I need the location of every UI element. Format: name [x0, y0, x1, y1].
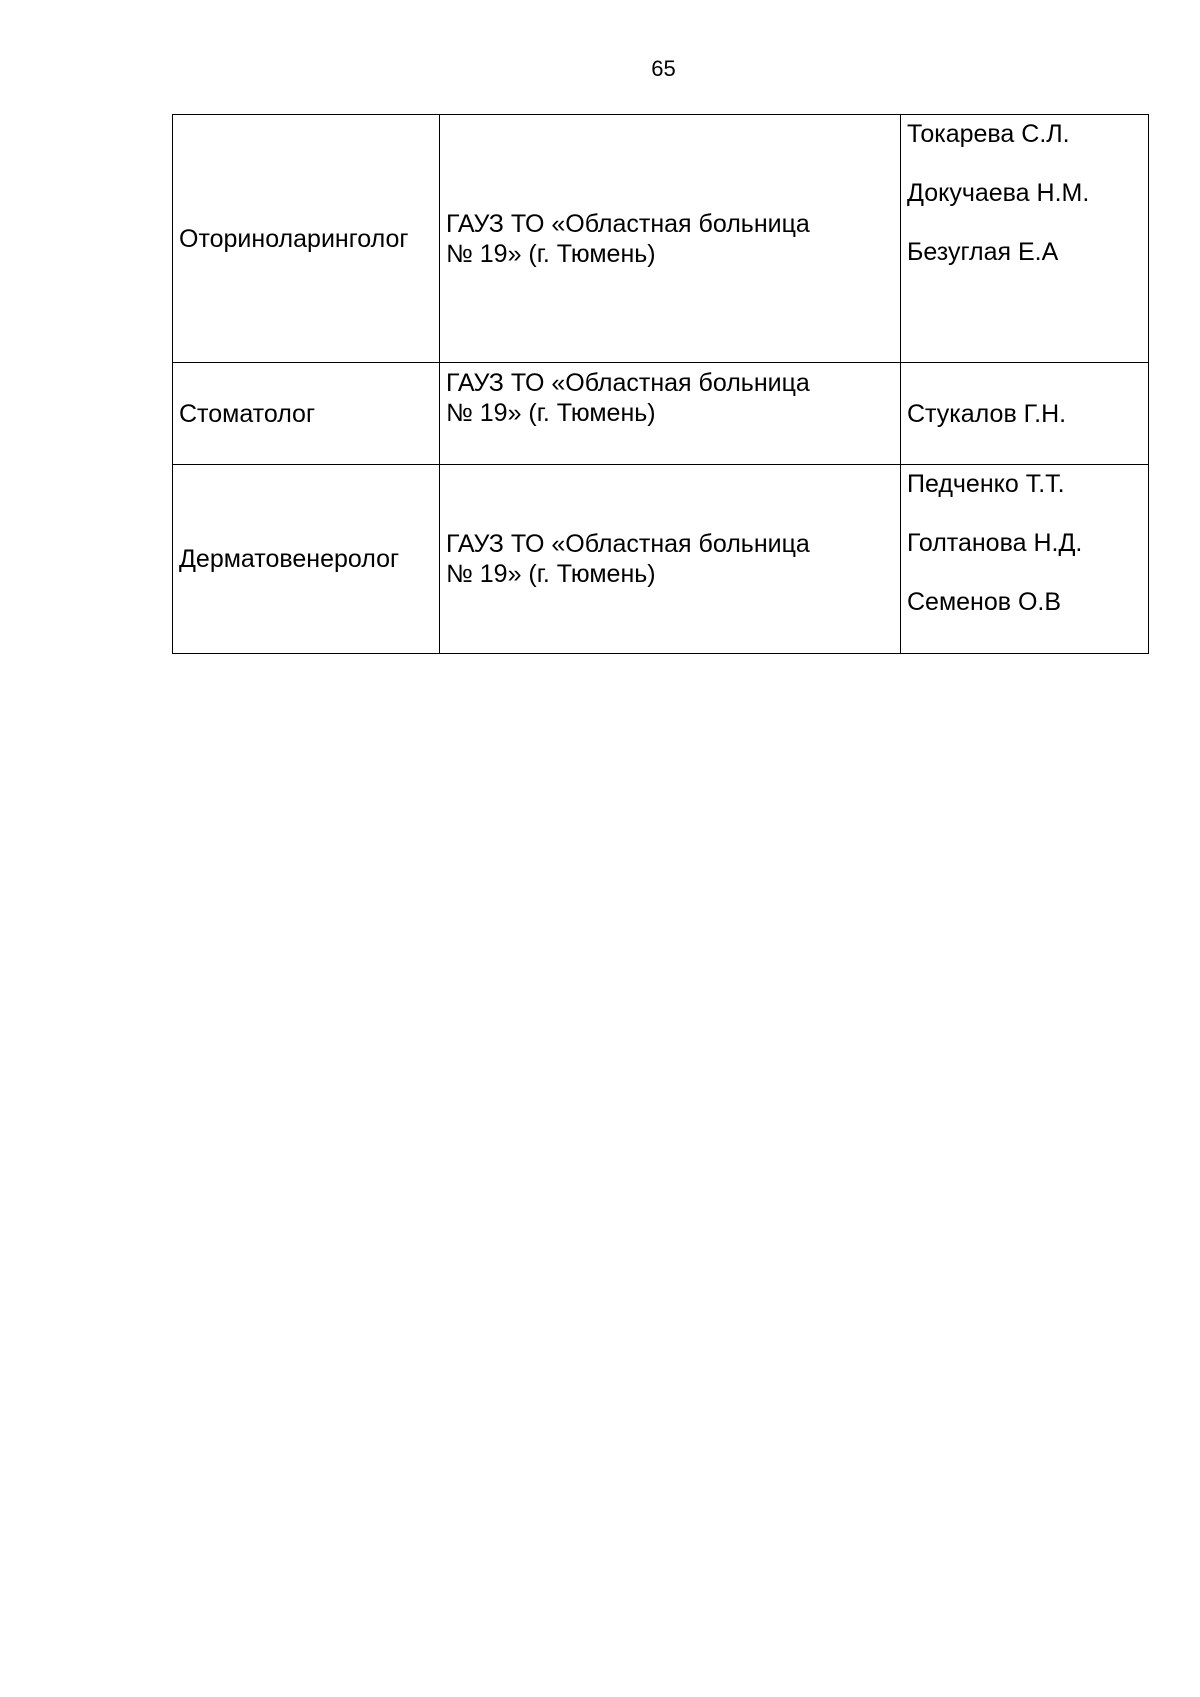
organization-cell [440, 363, 901, 465]
doctor-name: Безуглая Е.А [907, 238, 1059, 266]
table-row [173, 363, 1149, 465]
organization-line: ГАУЗ ТО «Областная больница [446, 369, 810, 397]
doctor-name: Стукалов Г.Н. [907, 399, 1067, 428]
doctor-name: Токарева С.Л. [907, 120, 1070, 148]
organization-line: № 19» (г. Тюмень) [446, 239, 656, 268]
organization-cell [440, 465, 901, 654]
doctor-name: Голтанова Н.Д. [907, 529, 1083, 557]
doctors-list [907, 399, 1142, 429]
organization-line: ГАУЗ ТО «Областная больница [446, 530, 810, 558]
organization-cell [440, 115, 901, 363]
doctors-cell [901, 465, 1149, 654]
doctors-cell [901, 363, 1149, 465]
table-row [173, 115, 1149, 363]
doctor-name: Семенов О.В [907, 588, 1062, 616]
organization-line: № 19» (г. Тюмень) [446, 560, 656, 588]
page-number: 65 [651, 56, 676, 81]
specialty-cell: Дерматовенеролог [173, 465, 440, 654]
doctor-name: Докучаева Н.М. [907, 179, 1090, 207]
doctors-list [907, 469, 1142, 617]
doctors-list [907, 119, 1142, 267]
organization-line: ГАУЗ ТО «Областная больница [446, 209, 810, 238]
organization-line: № 19» (г. Тюмень) [446, 399, 656, 427]
doctor-name: Педченко Т.Т. [907, 470, 1065, 498]
specialty-cell: Стоматолог [173, 363, 440, 465]
table-row [173, 465, 1149, 654]
specialists-table [172, 114, 1149, 654]
doctors-cell [901, 115, 1149, 363]
specialty-cell: Оториноларинголог [173, 115, 440, 363]
